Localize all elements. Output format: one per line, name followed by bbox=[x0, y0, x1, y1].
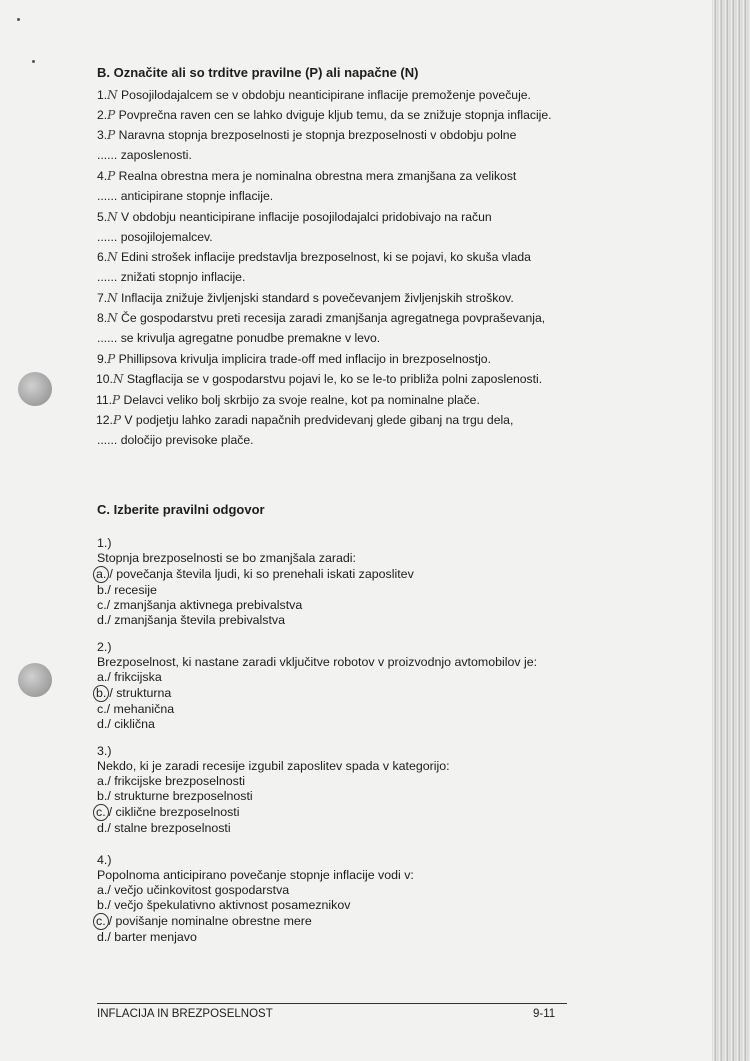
handwritten-answer: P bbox=[107, 128, 116, 142]
handwritten-answer: P bbox=[112, 413, 122, 427]
scan-speck bbox=[32, 60, 35, 63]
answer-option: a./ frikcijska bbox=[97, 670, 162, 684]
question-text: Stopnja brezposelnosti se bo zmanjšala zaradi: bbox=[97, 551, 356, 565]
question-block bbox=[97, 536, 414, 628]
statement-text: Phillipsova krivulja implicira trade-off med inflacijo in brezposelnostjo. bbox=[115, 352, 491, 366]
answer-option: a./ frikcijske brezposelnosti bbox=[97, 774, 246, 788]
answer-option: d./ stalne brezposelnosti bbox=[97, 821, 231, 835]
statement-text: Inflacija znižuje življenjski standard s povečevanjem življenjskih stroškov. bbox=[117, 291, 514, 305]
answer-option bbox=[97, 913, 414, 930]
statement-item bbox=[96, 393, 480, 407]
statement-number: 6. bbox=[97, 250, 108, 264]
handwritten-answer: P bbox=[112, 393, 121, 407]
statement-continuation: ...... določijo previsoke plače. bbox=[97, 433, 254, 447]
answer-option: d./ zmanjšanja števila prebivalstva bbox=[97, 613, 286, 627]
answer-option: b./ strukturne brezposelnosti bbox=[97, 789, 253, 803]
statement-text: Naravna stopnja brezposelnosti je stopnja brezposelnosti v obdobju polne bbox=[115, 128, 517, 142]
question-number: 3.) bbox=[97, 744, 112, 758]
statement-number: 8. bbox=[97, 311, 108, 325]
punch-hole bbox=[18, 372, 52, 406]
answer-option bbox=[97, 685, 537, 702]
handwritten-answer: N bbox=[107, 88, 118, 102]
scan-edge bbox=[712, 0, 750, 1061]
question-number: 2.) bbox=[97, 640, 112, 654]
statement-number: 7. bbox=[97, 291, 108, 305]
statement-number: 10. bbox=[96, 372, 113, 386]
circled-answer: c. bbox=[93, 804, 109, 821]
section-b-title: B. Označite ali so trditve pravilne (P) ali napačne (N) bbox=[97, 65, 419, 80]
statement-item bbox=[97, 88, 531, 102]
statement-item bbox=[97, 169, 516, 183]
answer-option: d./ ciklična bbox=[97, 717, 155, 731]
handwritten-answer: P bbox=[107, 108, 116, 122]
answer-option bbox=[97, 804, 450, 821]
statement-item bbox=[97, 311, 545, 325]
statement-item bbox=[97, 108, 552, 122]
handwritten-answer: N bbox=[107, 210, 118, 224]
answer-option: d./ barter menjavo bbox=[97, 930, 197, 944]
footer-title: INFLACIJA IN BREZPOSELNOST bbox=[97, 1008, 273, 1020]
section-c-title: C. Izberite pravilni odgovor bbox=[97, 502, 265, 517]
option-text: / povečanja števila ljudi, ki so prenehali iskati zaposlitev bbox=[109, 567, 414, 581]
statement-item bbox=[96, 372, 542, 386]
statement-number: 5. bbox=[97, 210, 108, 224]
statement-number: 12. bbox=[96, 413, 113, 427]
statement-text: Realna obrestna mera je nominalna obrestna mera zmanjšana za velikost bbox=[115, 169, 517, 183]
statement-text: V obdobju neanticipirane inflacije posojilodajalci pridobivajo na račun bbox=[117, 210, 492, 224]
answer-option: a./ večjo učinkovitost gospodarstva bbox=[97, 883, 290, 897]
question-block bbox=[97, 744, 450, 836]
statement-item bbox=[97, 352, 491, 366]
page-number: 9-11 bbox=[533, 1008, 556, 1020]
scan-speck bbox=[17, 18, 20, 21]
statement-item bbox=[97, 250, 531, 264]
question-number: 4.) bbox=[97, 853, 112, 867]
question-block bbox=[97, 640, 537, 732]
statement-continuation: ...... zaposlenosti. bbox=[97, 148, 192, 162]
handwritten-answer: N bbox=[107, 311, 118, 325]
statement-item bbox=[96, 413, 513, 427]
footer-rule bbox=[97, 1003, 567, 1004]
statement-number: 2. bbox=[97, 108, 108, 122]
question-block bbox=[97, 853, 414, 945]
statement-text: Povprečna raven cen se lahko dviguje kljub temu, da se znižuje stopnja inflacije. bbox=[115, 108, 552, 122]
question-text: Brezposelnost, ki nastane zaradi vključitve robotov v proizvodnjo avtomobilov je: bbox=[97, 655, 538, 669]
statement-number: 4. bbox=[97, 169, 108, 183]
statement-continuation: ...... znižati stopnjo inflacije. bbox=[97, 270, 246, 284]
question-text: Popolnoma anticipirano povečanje stopnje inflacije vodi v: bbox=[97, 868, 414, 882]
statement-number: 1. bbox=[97, 88, 108, 102]
answer-option: b./ recesije bbox=[97, 583, 157, 597]
answer-option: c./ zmanjšanja aktivnega prebivalstva bbox=[97, 598, 303, 612]
statement-text: Edini strošek inflacije predstavlja brezposelnost, ki se pojavi, ko skuša vlada bbox=[117, 250, 531, 264]
circled-answer: a. bbox=[93, 566, 109, 583]
statement-item bbox=[97, 291, 514, 305]
option-text: / povišanje nominalne obrestne mere bbox=[108, 914, 312, 928]
answer-option: b./ večjo špekulativno aktivnost posameznikov bbox=[97, 898, 351, 912]
statement-text: V podjetju lahko zaradi napačnih predvidevanj glede gibanj na trgu dela, bbox=[121, 413, 514, 427]
handwritten-answer: P bbox=[107, 169, 116, 183]
handwritten-answer: N bbox=[112, 372, 124, 386]
statement-text: Posojilodajalcem se v obdobju neanticipirane inflacije premoženje povečuje. bbox=[117, 88, 531, 102]
circled-answer: b. bbox=[93, 685, 109, 702]
answer-option bbox=[97, 566, 414, 583]
option-text: / strukturna bbox=[109, 686, 172, 700]
statement-text: Delavci veliko bolj skrbijo za svoje realne, kot pa nominalne plače. bbox=[120, 393, 480, 407]
question-text: Nekdo, ki je zaradi recesije izgubil zaposlitev spada v kategorijo: bbox=[97, 759, 450, 773]
handwritten-answer: N bbox=[107, 291, 118, 305]
statement-number: 11. bbox=[96, 393, 113, 407]
statement-item bbox=[97, 128, 516, 142]
handwritten-answer: P bbox=[107, 352, 116, 366]
statement-continuation: ...... posojilojemalcev. bbox=[97, 230, 213, 244]
statement-text: Stagflacija se v gospodarstvu pojavi le, ko se le-to približa polni zaposlenosti. bbox=[123, 372, 543, 386]
statement-continuation: ...... anticipirane stopnje inflacije. bbox=[97, 189, 274, 203]
statement-text: Če gospodarstvu preti recesija zaradi zmanjšanja agregatnega povpraševanja, bbox=[117, 311, 546, 325]
handwritten-answer: N bbox=[107, 250, 118, 264]
option-text: / ciklične brezposelnosti bbox=[108, 805, 240, 819]
answer-option: c./ mehanična bbox=[97, 702, 175, 716]
statement-item bbox=[97, 210, 492, 224]
statement-number: 3. bbox=[97, 128, 108, 142]
question-number: 1.) bbox=[97, 536, 112, 550]
circled-answer: c. bbox=[93, 913, 109, 930]
statement-number: 9. bbox=[97, 352, 108, 366]
statement-continuation: ...... se krivulja agregatne ponudbe premakne v levo. bbox=[97, 331, 381, 345]
punch-hole bbox=[18, 663, 52, 697]
